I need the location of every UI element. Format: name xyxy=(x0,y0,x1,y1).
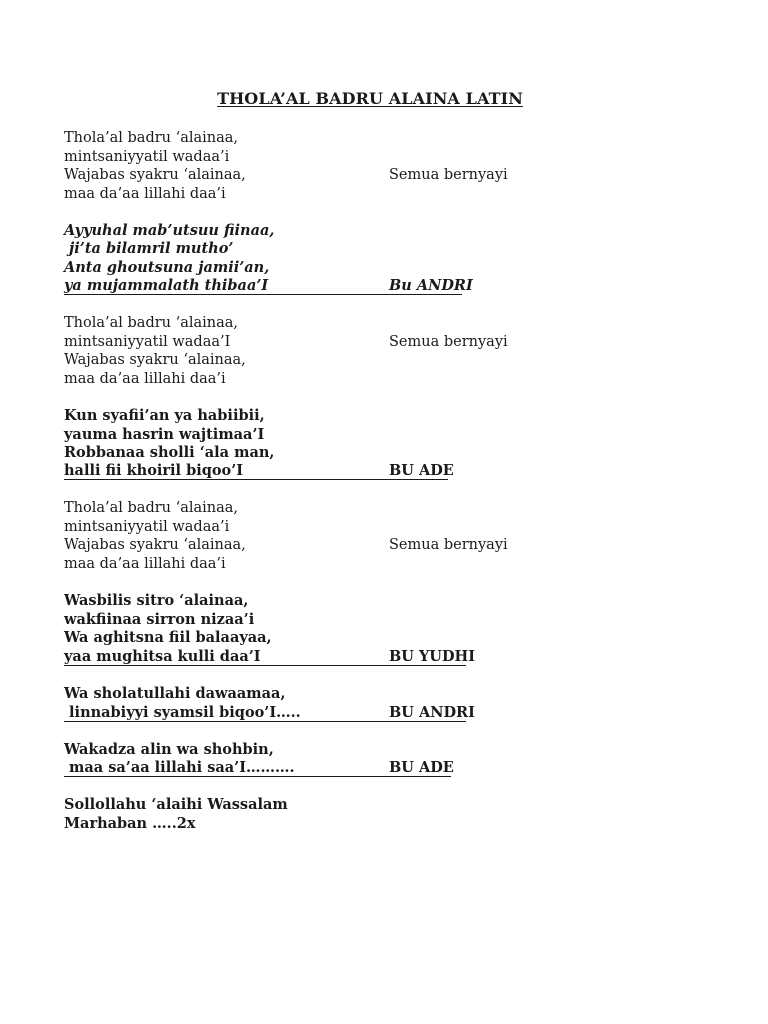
chorus2-line-1: Thola’al badru ‘alainaa, xyxy=(64,315,239,331)
verse5-underline xyxy=(64,776,451,777)
chorus3-line-4: maa da’aa lillahi daa’i xyxy=(64,556,226,572)
closing-line-1: Sollollahu ‘alaihi Wassalam xyxy=(64,796,288,813)
verse1-line-3: Anta ghoutsuna jamii’an, xyxy=(64,259,270,276)
verse2-line-4: halli fii khoiril biqoo’I xyxy=(64,462,244,479)
chorus2-line-2: mintsaniyyatil wadaa’I xyxy=(64,334,231,350)
chorus3-line-1: Thola’al badru ‘alainaa, xyxy=(64,500,239,516)
verse3-line-1: Wasbilis sitro ‘alainaa, xyxy=(64,592,249,609)
chorus1-line-3: Wajabas syakru ‘alainaa, xyxy=(64,167,246,183)
chorus1-line-4: maa da’aa lillahi daa’i xyxy=(64,186,226,202)
chorus3-singer: Semua bernyayi xyxy=(389,537,508,553)
verse3-line-2: wakfiinaa sirron nizaa’i xyxy=(64,611,255,628)
chorus1-line-1: Thola’al badru ‘alainaa, xyxy=(64,130,239,146)
chorus2-line-3: Wajabas syakru ‘alainaa, xyxy=(64,352,246,368)
verse4-singer: BU ANDRI xyxy=(389,704,475,721)
verse2-underline xyxy=(64,479,448,480)
verse1-line-1: Ayyuhal mab’utsuu fiinaa, xyxy=(64,222,275,239)
verse3-singer: BU YUDHI xyxy=(389,648,476,665)
chorus1-singer: Semua bernyayi xyxy=(389,167,508,183)
closing-line-2: Marhaban …..2x xyxy=(64,815,196,832)
verse1-underline xyxy=(64,294,462,295)
verse3-line-3: Wa aghitsna fiil balaayaa, xyxy=(64,629,272,646)
verse1-line-4: ya mujammalath thibaa’I xyxy=(64,277,269,294)
verse4-underline xyxy=(64,721,466,722)
verse5-line-2: maa sa’aa lillahi saa’I………. xyxy=(64,759,295,776)
chorus2-line-4: maa da’aa lillahi daa’i xyxy=(64,371,226,387)
verse2-singer: BU ADE xyxy=(389,462,454,479)
verse2-line-2: yauma hasrin wajtimaa’I xyxy=(64,426,265,443)
verse4-line-1: Wa sholatullahi dawaamaa, xyxy=(64,685,286,702)
verse2-line-1: Kun syafii’an ya habiibii, xyxy=(64,407,265,424)
verse3-line-4: yaa mughitsa kulli daa’I xyxy=(64,648,261,665)
page-title: THOLA’AL BADRU ALAINA LATIN xyxy=(217,89,523,108)
chorus3-line-3: Wajabas syakru ‘alainaa, xyxy=(64,537,246,553)
chorus2-singer: Semua bernyayi xyxy=(389,334,508,350)
verse5-singer: BU ADE xyxy=(389,759,454,776)
verse3-underline xyxy=(64,665,466,666)
chorus1-line-2: mintsaniyyatil wadaa’i xyxy=(64,149,230,165)
chorus3-line-2: mintsaniyyatil wadaa’i xyxy=(64,519,230,535)
verse4-line-2: linnabiyyi syamsil biqoo’I….. xyxy=(64,704,301,721)
verse5-line-1: Wakadza alin wa shohbin, xyxy=(64,741,274,758)
verse2-line-3: Robbanaa sholli ‘ala man, xyxy=(64,444,275,461)
verse1-singer: Bu ANDRI xyxy=(389,277,473,294)
verse1-line-2: ji’ta bilamril mutho’ xyxy=(64,240,234,257)
